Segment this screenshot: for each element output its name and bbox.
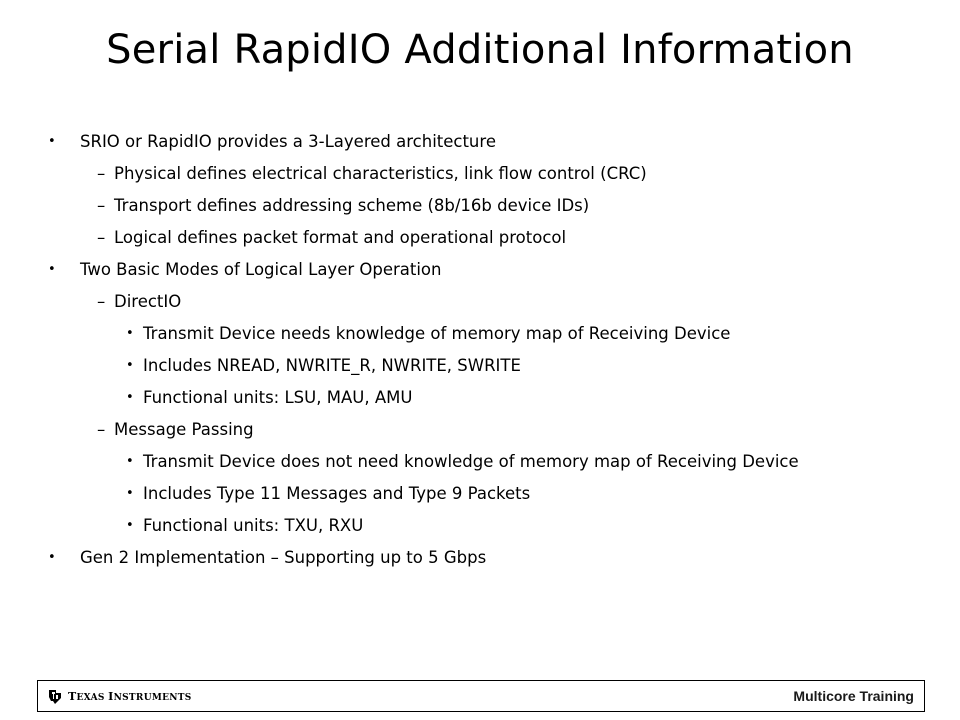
bullet-marker: • <box>126 486 134 501</box>
bullet-marker: • <box>126 358 134 373</box>
bullet-text: Two Basic Modes of Logical Layer Operation <box>80 260 442 279</box>
bullet-text: Gen 2 Implementation – Supporting up to 5 Gbps <box>80 548 487 567</box>
bullet-marker: • <box>48 550 56 565</box>
logo-initial: I <box>108 690 114 703</box>
bullet-marker: – <box>97 164 106 183</box>
logo-wordmark <box>68 689 192 706</box>
bullet-text: Functional units: LSU, MAU, AMU <box>143 388 413 407</box>
bullet-marker: • <box>126 454 134 469</box>
footer-label: Multicore Training <box>793 688 914 704</box>
bullet-text: Transmit Device needs knowledge of memory map of Receiving Device <box>143 324 731 343</box>
bullet-text: Includes NREAD, NWRITE_R, NWRITE, SWRITE <box>143 356 521 375</box>
bullet-marker: • <box>126 390 134 405</box>
bullet-text: Transmit Device does not need knowledge of memory map of Receiving Device <box>143 452 799 471</box>
bullet-marker: • <box>48 262 56 277</box>
bullet-text: Transport defines addressing scheme (8b/16b device IDs) <box>114 196 590 215</box>
bullet-text: Includes Type 11 Messages and Type 9 Packets <box>143 484 531 503</box>
bullet-marker: – <box>97 196 106 215</box>
bullet-text: Physical defines electrical characteristics, link flow control (CRC) <box>114 164 647 183</box>
logo-initial: T <box>68 690 77 703</box>
bullet-text: Logical defines packet format and operational protocol <box>114 228 567 247</box>
slide-title: Serial RapidIO Additional Information <box>106 27 854 73</box>
logo-word: NSTRUMENTS <box>113 693 192 703</box>
bullet-marker: • <box>48 134 56 149</box>
bullet-text: Message Passing <box>114 420 254 439</box>
bullet-text: DirectIO <box>114 292 182 311</box>
bullet-marker: – <box>97 420 106 439</box>
texas-instruments-logo-icon <box>48 689 62 705</box>
bullet-text: Functional units: TXU, RXU <box>143 516 364 535</box>
bullet-marker: – <box>97 228 106 247</box>
logo-word: EXAS <box>76 693 105 703</box>
footer-bar <box>37 680 925 712</box>
bullet-text: SRIO or RapidIO provides a 3-Layered architecture <box>80 132 496 151</box>
bullet-marker: • <box>126 518 134 533</box>
bullet-marker: • <box>126 326 134 341</box>
bullet-marker: – <box>97 292 106 311</box>
